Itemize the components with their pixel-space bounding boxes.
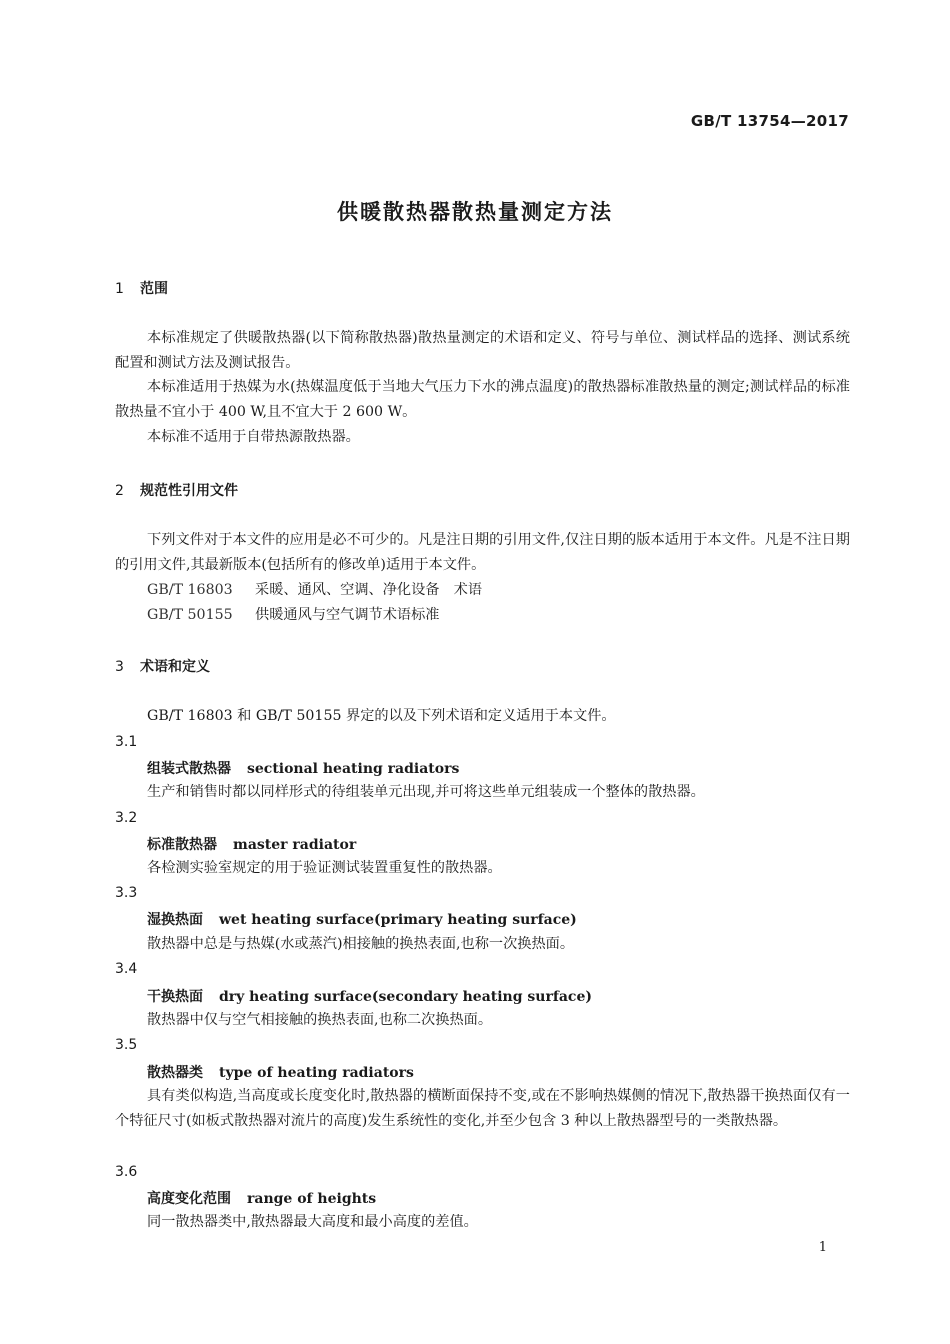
term-zh: 标准散热器 — [147, 837, 217, 853]
section-1-heading — [115, 278, 168, 298]
term-heading — [147, 1188, 376, 1208]
term-heading — [147, 909, 577, 929]
section-2-heading — [115, 480, 238, 500]
term-definition: 具有类似构造,当高度或长度变化时,散热器的横断面保持不变,或在不影响热媒侧的情况下,散热器干换热面仅有一个特征尺寸(如板式散热器对流片的高度)发生系统性的变化,并至少包含 3 种以上散热器型号的一类散热器。 — [115, 1088, 850, 1129]
section-number: 1 — [115, 281, 124, 297]
term-en: range of heights — [247, 1191, 377, 1207]
paragraph: 本标准不适用于自带热源散热器。 — [147, 429, 360, 445]
term-definition: 各检测实验室规定的用于验证测试装置重复性的散热器。 — [147, 860, 502, 876]
term-zh: 高度变化范围 — [147, 1191, 231, 1207]
section-title: 范围 — [140, 281, 168, 297]
reference-title: 采暖、通风、空调、净化设备 术语 — [255, 582, 483, 598]
section-number: 2 — [115, 483, 124, 499]
section-title: 术语和定义 — [140, 659, 210, 675]
reference-item — [147, 578, 482, 603]
term-en: dry heating surface(secondary heating surface) — [219, 989, 592, 1005]
term-en: wet heating surface(primary heating surface) — [219, 912, 577, 928]
term-definition: 生产和销售时都以同样形式的待组装单元出现,并可将这些单元组装成一个整体的散热器。 — [147, 784, 705, 800]
paragraph: 本标准规定了供暖散热器(以下简称散热器)散热量测定的术语和定义、符号与单位、测试样品的选择、测试系统配置和测试方法及测试报告。 — [115, 330, 850, 371]
document-title: 供暖散热器散热量测定方法 — [337, 200, 613, 224]
term-number: 3.4 — [115, 961, 138, 977]
term-number: 3.6 — [115, 1164, 138, 1180]
paragraph: 本标准适用于热媒为水(热媒温度低于当地大气压力下水的沸点温度)的散热器标准散热量的测定;测试样品的标准散热量不宜小于 400 W,且不宜大于 2 600 W。 — [115, 379, 850, 420]
term-number: 3.2 — [115, 810, 138, 826]
term-zh: 干换热面 — [147, 989, 203, 1005]
term-definition: 散热器中仅与空气相接触的换热表面,也称二次换热面。 — [147, 1012, 493, 1028]
term-heading — [147, 986, 592, 1006]
term-definition: 散热器中总是与热媒(水或蒸汽)相接触的换热表面,也称一次换热面。 — [147, 936, 575, 952]
section-intro: GB/T 16803 和 GB/T 50155 界定的以及下列术语和定义适用于本文件。 — [147, 708, 616, 724]
term-number: 3.5 — [115, 1037, 138, 1053]
standard-code: GB/T 13754—2017 — [690, 112, 849, 130]
term-en: master radiator — [233, 837, 357, 853]
term-heading — [147, 834, 356, 854]
term-zh: 组装式散热器 — [147, 761, 231, 777]
reference-code: GB/T 50155 — [147, 607, 233, 623]
reference-item — [147, 603, 439, 628]
term-definition: 同一散热器类中,散热器最大高度和最小高度的差值。 — [147, 1214, 478, 1230]
reference-code: GB/T 16803 — [147, 582, 233, 598]
term-heading — [147, 758, 459, 778]
section-number: 3 — [115, 659, 124, 675]
term-zh: 湿换热面 — [147, 912, 203, 928]
term-heading — [147, 1062, 414, 1082]
term-number: 3.1 — [115, 734, 138, 750]
term-number: 3.3 — [115, 885, 138, 901]
term-en: type of heating radiators — [219, 1065, 414, 1081]
page-number: 1 — [818, 1240, 827, 1255]
reference-title: 供暖通风与空气调节术语标准 — [255, 607, 440, 623]
paragraph: 下列文件对于本文件的应用是必不可少的。凡是注日期的引用文件,仅注日期的版本适用于本文件。凡是不注日期的引用文件,其最新版本(包括所有的修改单)适用于本文件。 — [115, 532, 850, 573]
term-zh: 散热器类 — [147, 1065, 203, 1081]
section-3-heading — [115, 656, 210, 676]
term-en: sectional heating radiators — [247, 761, 460, 777]
section-title: 规范性引用文件 — [140, 483, 238, 499]
